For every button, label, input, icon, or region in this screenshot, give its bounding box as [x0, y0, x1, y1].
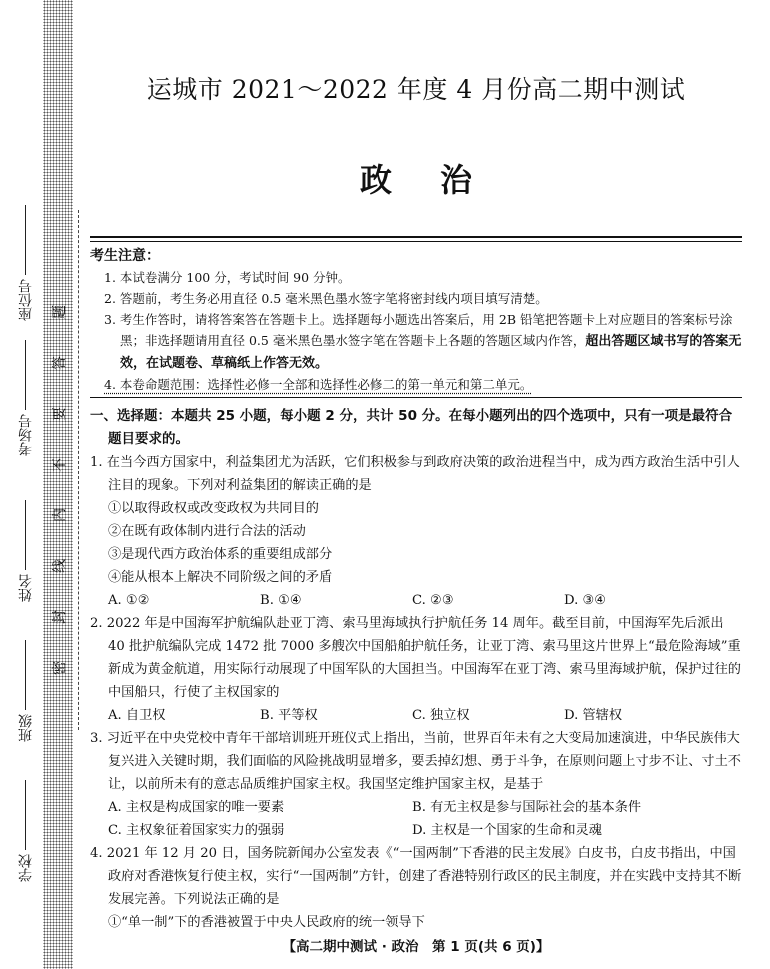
answer-choices: [90, 796, 742, 819]
school-label: 学校: [18, 854, 34, 882]
exam-room-label: 考场号: [18, 414, 34, 456]
exam-room-field: [16, 340, 36, 456]
answer-choice: D. ③④: [564, 593, 607, 608]
notice-item: [90, 309, 742, 374]
page-footer: 【高二期中测试 · 政治 第 1 页(共 6 页)】: [282, 939, 550, 955]
notice-item: 4. 本卷命题范围：选择性必修一全部和选择性必修二的第一单元和第二单元。: [104, 377, 533, 392]
seal-divider: [78, 210, 80, 730]
seal-char: 内: [52, 508, 68, 523]
header-rule-thin: [90, 241, 742, 242]
answer-choice: B. ①④: [260, 593, 302, 608]
seal-char: 密: [52, 660, 68, 675]
name-field: [16, 500, 36, 602]
exam-notice: [90, 246, 742, 395]
question-option: ③是现代西方政治体系的重要组成部分: [108, 547, 333, 562]
questions: [90, 405, 742, 934]
seal-char: 题: [52, 305, 68, 319]
answer-choice: A. 主权是构成国家的唯一要素: [108, 800, 285, 815]
seal-char: 要: [52, 406, 68, 421]
answer-choice: D. 主权是一个国家的生命和灵魂: [412, 823, 602, 838]
answer-choice: A. 自卫权: [108, 708, 166, 723]
answer-choice: C. 主权象征着国家实力的强弱: [108, 823, 285, 838]
seal-char: 封: [52, 610, 68, 625]
section-heading: 一、选择题：本题共 25 小题，每小题 2 分，共计 50 分。在每小题列出的四个选项中，只有一项是最符合题目要求的。: [90, 408, 733, 447]
notice-item-text: 3. 考生作答时，请将答案答在答题卡上。选择题每小题选出答案后，用 2B 铅笔把答题卡上对应题目的答案标号涂黑；非选择题请用直径 0.5 毫米黑色墨水签字笔在答题卡上各题的答题区域内作答，: [104, 312, 733, 348]
school-field: [16, 780, 36, 882]
notice-item: 1. 本试卷满分 100 分，考试时间 90 分钟。: [104, 270, 351, 285]
seal-char: 不: [52, 457, 68, 472]
answer-choice: B. 有无主权是参与国际社会的基本条件: [412, 800, 642, 815]
notice-item: 2. 答题前，考生务必用直径 0.5 毫米黑色墨水签字笔将密封线内项目填写清楚。: [104, 291, 548, 306]
seat-field: [16, 205, 36, 321]
answer-choice: A. ①②: [108, 593, 150, 608]
name-label: 姓名: [18, 574, 34, 602]
answer-choice: D. 管辖权: [564, 708, 623, 723]
question-stem: 3. 习近平在中央党校中青年干部培训班开班仪式上指出，当前，世界百年未有之大变局加速演进，中华民族伟大复兴进入关键时期，我们面临的风险挑战明显增多，要丢掉幻想、勇于斗争，在原则问题上寸步不让、寸土不让，以前所未有的意志品质维护国家主权。我国坚定维护国家主权，是基于: [90, 731, 741, 792]
question-stem: 4. 2021 年 12 月 20 日，国务院新闻办公室发表《“一国两制”下香港的民主发展》白皮书，白皮书指出，中国政府对香港恢复行使主权，实行“一国两制”方针，创建了香港特别行政区的民主制度，并在实践中支持其不断发展完善。下列说法正确的是: [90, 846, 742, 907]
seal-char: 答: [52, 355, 68, 370]
exam-title: 运城市 2021～2022 年度 4 月份高二期中测试: [146, 75, 686, 104]
answer-choice: B. 平等权: [260, 708, 318, 723]
notice-warning: 超出答题区域书写的答案无效，在试题卷、草稿纸上作答无效。: [120, 334, 742, 371]
seat-label: 座位号: [18, 279, 34, 321]
question-stem: 1. 在当今西方国家中，利益集团尤为活跃，它们积极参与到政府决策的政治进程当中，成为西方政治生活中引人注目的现象。下列对利益集团的解读正确的是: [90, 455, 740, 493]
notice-title: 考生注意：: [90, 248, 160, 264]
answer-choices: [90, 819, 742, 842]
answer-choices: [90, 704, 742, 727]
notice-rule: [90, 397, 742, 398]
seal-line-text: [53, 305, 67, 675]
answer-choice: C. ②③: [412, 593, 454, 608]
subject-title: 政治: [359, 161, 520, 199]
question-option: ①“单一制”下的香港被置于中央人民政府的统一领导下: [108, 915, 425, 930]
question-option: ①以取得政权或改变政权为共同目的: [108, 501, 319, 516]
header-rule-thick: [90, 236, 742, 238]
class-label: 班级: [18, 714, 34, 742]
answer-choices: [90, 589, 742, 612]
class-field: [16, 640, 36, 742]
answer-choice: C. 独立权: [412, 708, 470, 723]
question-option: ②在既有政体制内进行合法的活动: [108, 524, 306, 539]
question-option: ④能从根本上解决不同阶级之间的矛盾: [108, 570, 333, 585]
seal-char: 线: [52, 559, 68, 574]
question-stem: 2. 2022 年是中国海军护航编队赴亚丁湾、索马里海域执行护航任务 14 周年。截至目前，中国海军先后派出 40 批护航编队完成 1472 批 7000 多艘次中国船舶护航任务，让亚丁湾、索马里这片世界上“最危险海域”重新成为黄金航道，用实际行动展现了中国军队的大国担当。中国海军在亚丁湾、索马里海域护航，保护过往的中国船只，行使了主权国家的: [90, 616, 741, 700]
